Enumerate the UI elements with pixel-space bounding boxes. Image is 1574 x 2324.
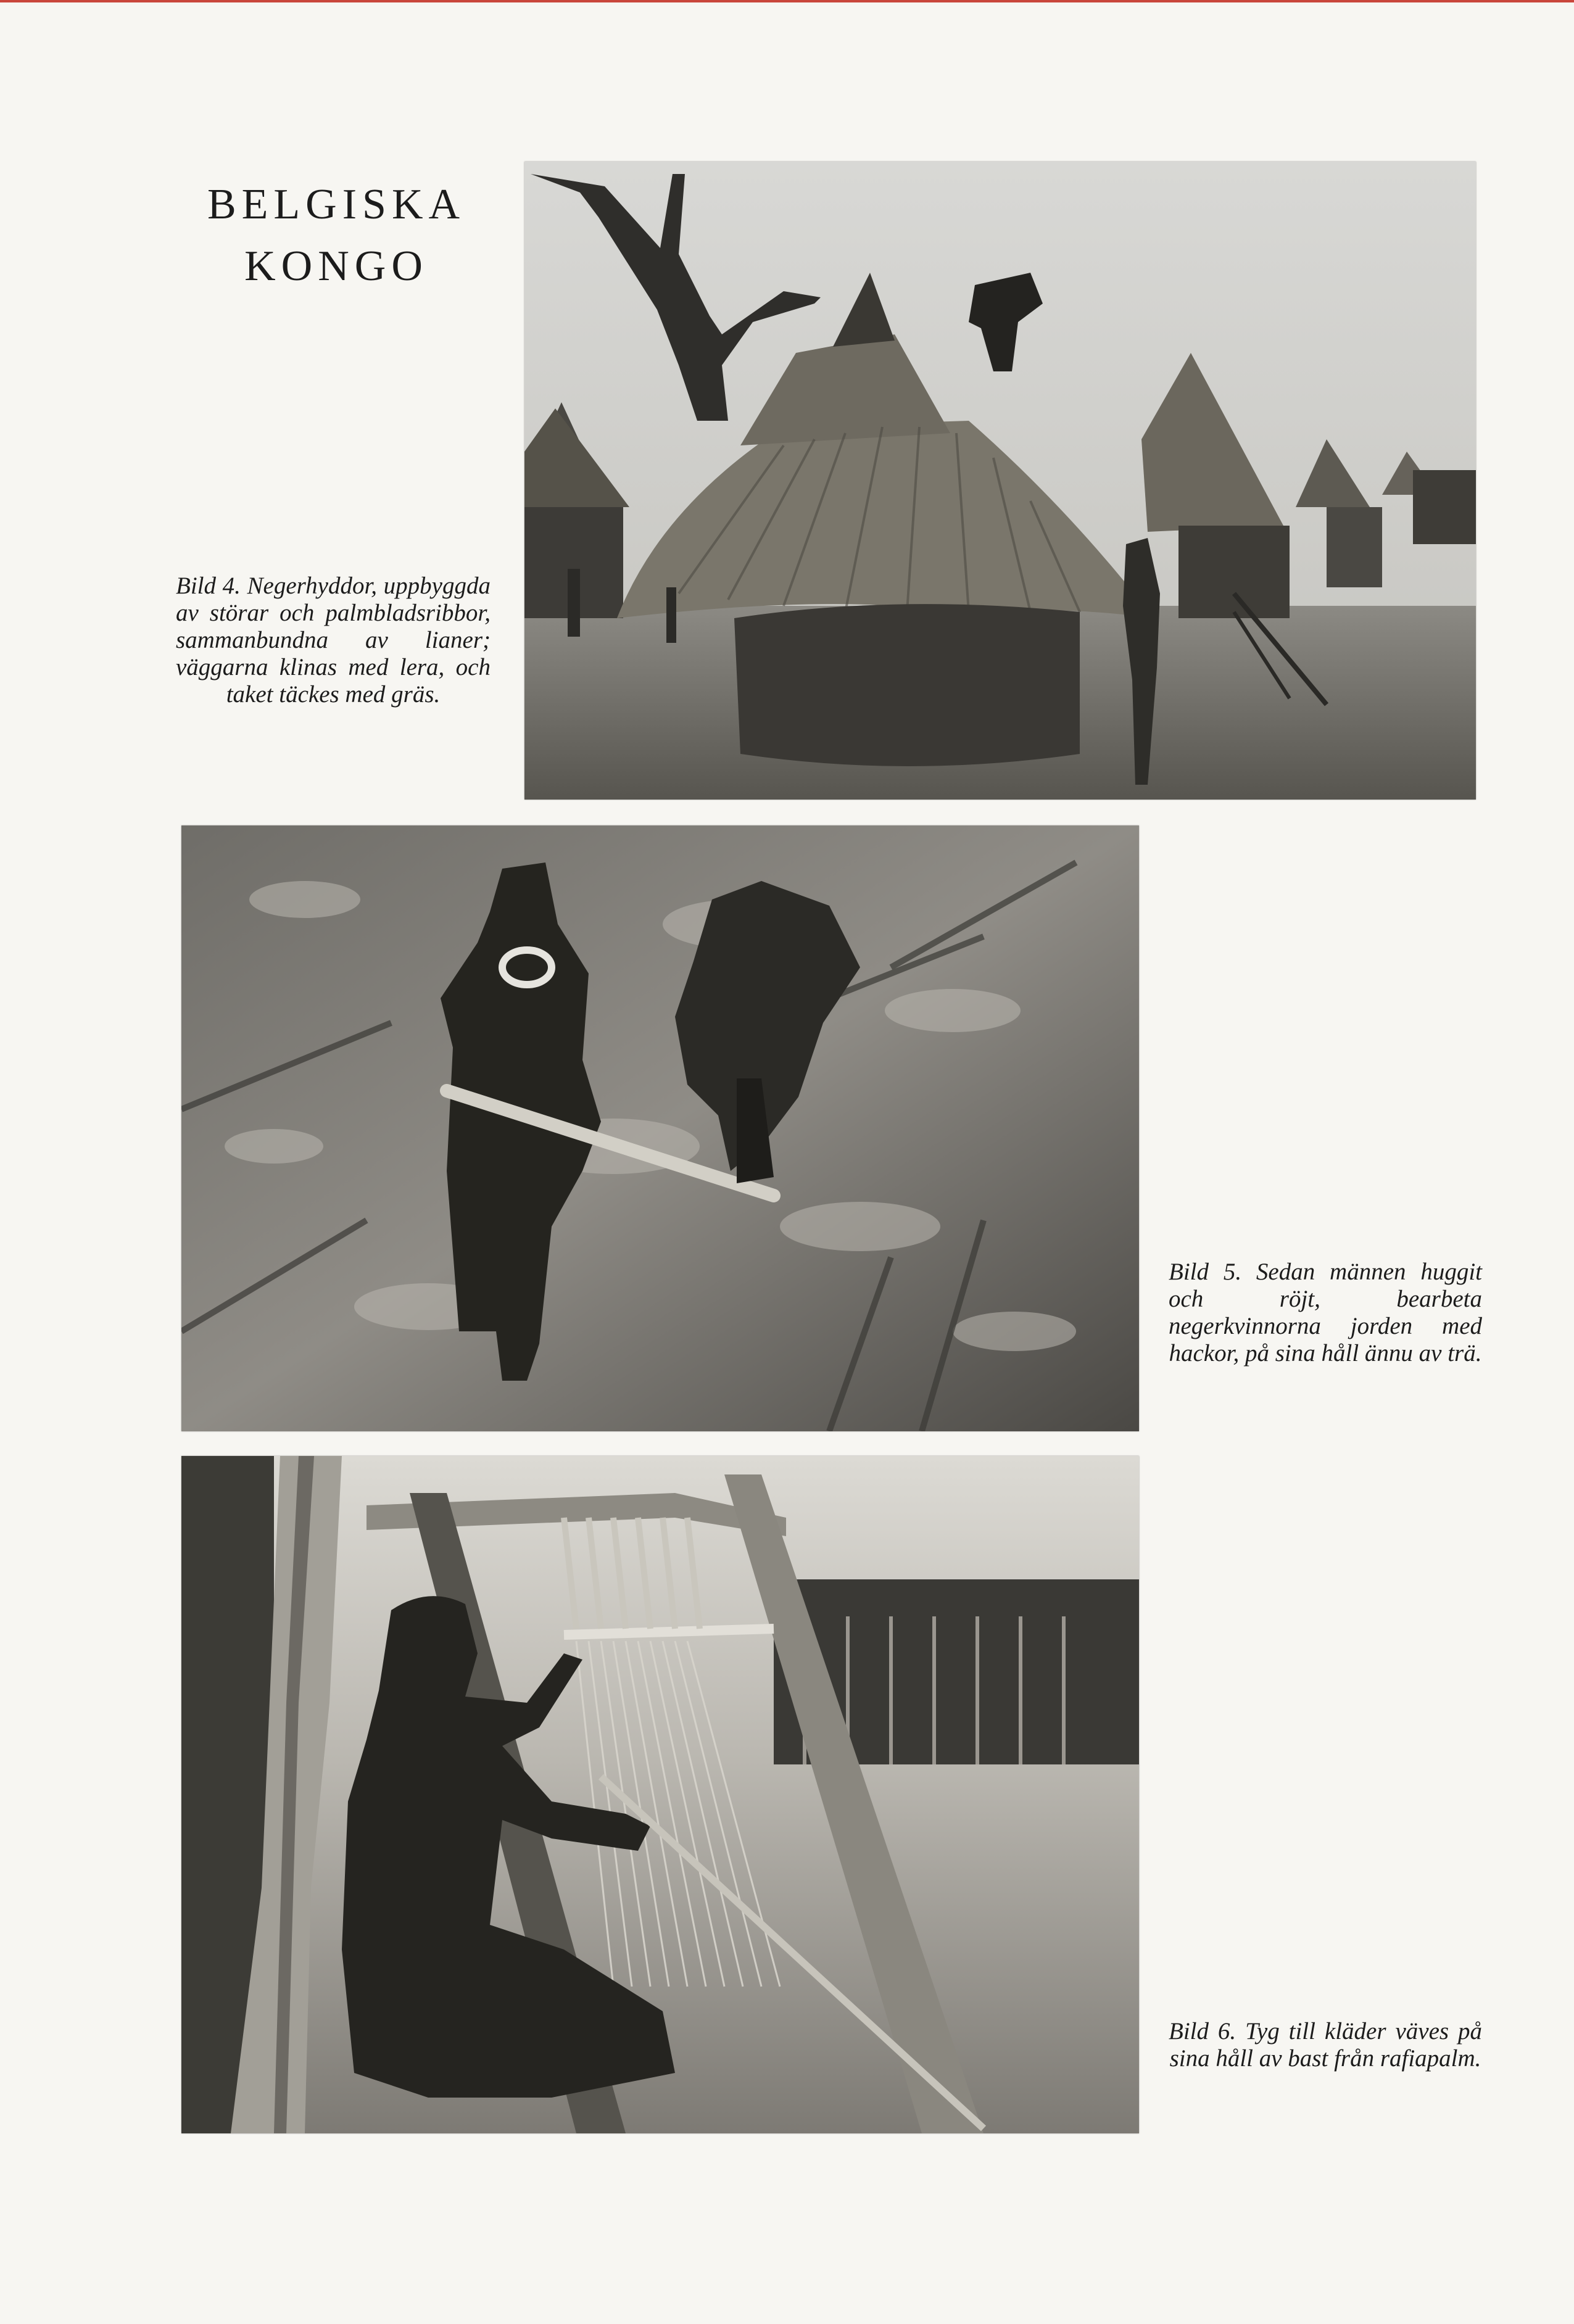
photo-huts-image bbox=[524, 162, 1476, 800]
caption-bild-6: Bild 6. Tyg till kläder väves på sina håll av bast från rafiapalm. bbox=[1169, 2018, 1482, 2072]
photo-weaving bbox=[181, 1456, 1139, 2133]
page-title bbox=[185, 174, 487, 297]
title-line-1: BELGISKA bbox=[207, 181, 466, 228]
photo-huts bbox=[524, 162, 1476, 800]
caption-bild-4: Bild 4. Negerhyddor, uppbyggda av störar och palmbladsribbor, sammanbundna av lianer; väggarna klinas med lera, och taket täckes med gräs. bbox=[176, 573, 491, 708]
title-line-2: KONGO bbox=[244, 242, 428, 290]
photo-weaving-image bbox=[181, 1456, 1139, 2133]
photo-hoeing-image bbox=[181, 825, 1139, 1431]
photo-hoeing bbox=[181, 825, 1139, 1431]
caption-bild-5: Bild 5. Sedan männen huggit och röjt, bearbeta negerkvinnorna jorden med hackor, på sina håll ännu av trä. bbox=[1169, 1259, 1482, 1367]
